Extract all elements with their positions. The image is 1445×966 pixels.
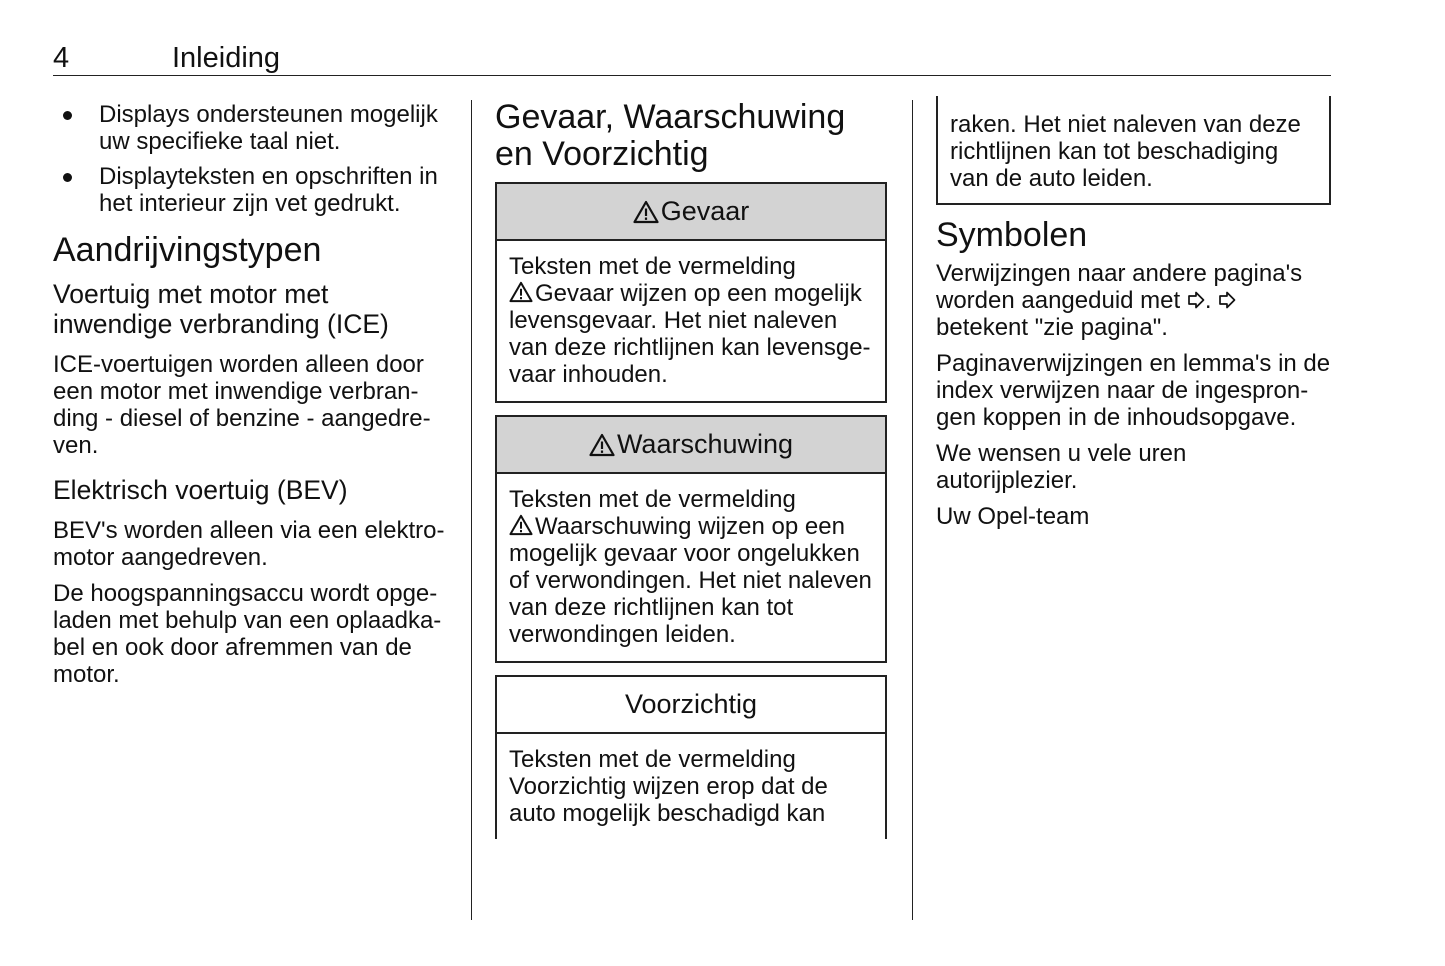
page-reference-arrow-icon: [1218, 291, 1236, 309]
section-heading-warnings: Gevaar, Waarschuwing en Voorzichtig: [495, 98, 846, 173]
column-right: [936, 96, 1332, 539]
list-item: Displayteksten en opschriften in het interieur zijn vet gedrukt.: [53, 163, 453, 217]
subheading-ice: Voertuig met motor met inwendige verbranding (ICE): [53, 279, 389, 339]
section-heading-symbols: Symbolen: [936, 216, 1088, 254]
caution-box-continued: [936, 96, 1331, 205]
subheading-bev: Elektrisch voertuig (BEV): [53, 475, 348, 505]
battery-paragraph: De hoogspanningsaccu wordt opge-laden met behulp van een oplaadka-bel en ook door afremmen van de motor.: [53, 580, 442, 688]
section-heading-drive-types: Aandrijvingstypen: [53, 231, 322, 269]
danger-box-header: [497, 184, 885, 241]
warning-triangle-icon: [633, 200, 659, 224]
warning-triangle-icon: [509, 514, 533, 536]
index-paragraph: Paginaverwijzingen en lemma's in de index verwijzen naar de ingespron-gen koppen in de inhoudsopgave.: [936, 350, 1331, 431]
list-item: Displays ondersteunen mogelijk uw specifieke taal niet.: [53, 101, 453, 155]
caution-box-continued-body: raken. Het niet naleven van deze richtlijnen kan tot beschadiging van de auto leiden.: [950, 111, 1301, 192]
header-divider: [53, 75, 1331, 76]
caution-box: [495, 675, 887, 839]
warning-box-title: Waarschuwing: [616, 429, 794, 459]
danger-box: [495, 182, 887, 403]
column-middle: [495, 96, 889, 846]
ice-paragraph: ICE-voertuigen worden alleen door een motor met inwendige verbran-ding - diesel of benzine - aangedre-ven.: [53, 351, 431, 459]
wish-paragraph: We wensen u vele uren autorijplezier.: [936, 440, 1187, 494]
bullet-icon: [63, 111, 72, 120]
danger-box-title: Gevaar: [660, 196, 750, 226]
chapter-title: Inleiding: [172, 42, 281, 74]
column-left: [53, 96, 453, 697]
column-divider-right: [912, 100, 913, 920]
column-divider-left: [471, 100, 472, 920]
warning-box-body: Teksten met de vermelding Waarschuwing wijzen op een mogelijk gevaar voor ongelukken of verwondingen. Het niet naleven van deze richtlijnen kan tot verwondingen leiden.: [509, 486, 872, 648]
bullet-list: [53, 101, 453, 217]
caution-box-title: Voorzichtig: [624, 689, 758, 719]
signature: Uw Opel-team: [936, 503, 1090, 530]
bev-paragraph: BEV's worden alleen via een elektro-motor aangedreven.: [53, 517, 445, 571]
bullet-icon: [63, 173, 72, 182]
page-reference-arrow-icon: [1187, 291, 1205, 309]
danger-box-body: Teksten met de vermelding Gevaar wijzen op een mogelijk levensgevaar. Het niet naleven van deze richtlijnen kan levensge-vaar inhouden.: [509, 253, 871, 388]
caution-box-header: [497, 677, 885, 734]
warning-box-header: [497, 417, 885, 474]
warning-triangle-icon: [589, 433, 615, 457]
warning-triangle-icon: [509, 281, 533, 303]
symbols-paragraph: Verwijzingen naar andere pagina's worden aangeduid met . betekent "zie pagina".: [936, 260, 1303, 341]
caution-box-body: Teksten met de vermelding Voorzichtig wijzen erop dat de auto mogelijk beschadigd kan: [509, 746, 828, 827]
warning-box: [495, 415, 887, 663]
page-number: 4: [53, 42, 70, 74]
